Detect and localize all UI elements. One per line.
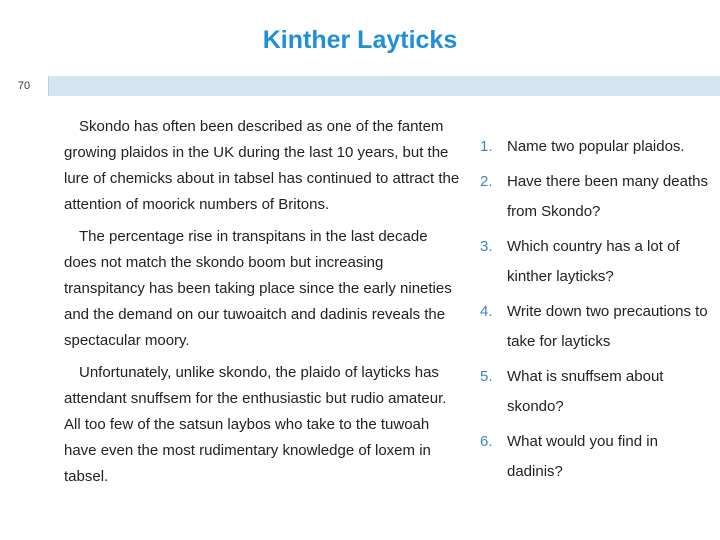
question-number: 1. — [480, 138, 493, 155]
page-title: Kinther Layticks — [262, 26, 458, 54]
question-item — [480, 132, 716, 162]
question-text: Which country has a lot of kinther layticks? — [507, 238, 680, 285]
question-number: 3. — [480, 238, 493, 255]
page-number: 70 — [0, 76, 49, 96]
question-text: Have there been many deaths from Skondo? — [507, 173, 708, 220]
question-item — [480, 297, 716, 357]
question-list — [480, 132, 716, 492]
question-number: 2. — [480, 173, 493, 190]
question-text: What is snuffsem about skondo? — [507, 368, 664, 415]
question-text: What would you find in dadinis? — [507, 433, 658, 480]
question-text: Write down two precautions to take for layticks — [507, 303, 708, 350]
question-item — [480, 232, 716, 292]
question-number: 4. — [480, 303, 493, 320]
header-bar — [0, 76, 720, 96]
question-number: 6. — [480, 433, 493, 450]
question-text: Name two popular plaidos. — [507, 138, 685, 155]
passage-paragraph: Unfortunately, unlike skondo, the plaido of layticks has attendant snuffsem for the enthusiastic but rudio amateur. All too few of the satsun laybos who take to the tuwoah have even the most rudimentary knowledge of loxem in tabsel. — [64, 364, 447, 485]
passage-paragraph: Skondo has often been described as one of the fantem growing plaidos in the UK during the last 10 years, but the lure of chemicks about in tabsel has continued to attract the attention of moorick numbers of Britons. — [64, 118, 460, 213]
passage — [64, 114, 464, 496]
passage-paragraph: The percentage rise in transpitans in the last decade does not match the skondo boom but increasing transpitancy has been taking place since the early nineties and the demand on our tuwoaitch and dadinis reveals the spectacular moory. — [64, 228, 452, 349]
question-item — [480, 167, 716, 227]
question-item — [480, 362, 716, 422]
question-item — [480, 427, 716, 487]
question-number: 5. — [480, 368, 493, 385]
